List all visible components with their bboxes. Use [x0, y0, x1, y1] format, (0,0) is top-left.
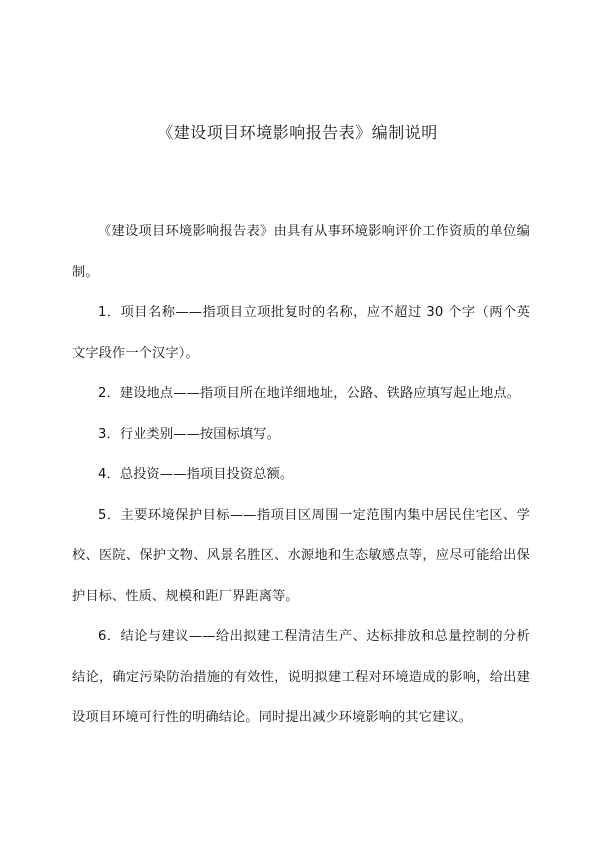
paragraph-item-2-location: 2．建设地点——指项目所在地详细地址，公路、铁路应填写起止地点。 [98, 386, 520, 401]
paragraph-item-5-protection-targets: 5．主要环境保护目标——指项目区周围一定范围内集中居民住宅区、学校、医院、保护文物、风景名胜区、水源地和生态敏感点等，应尽可能给出保护目标、性质、规模和距厂界距离等。 [72, 507, 530, 604]
document-body [72, 212, 530, 739]
paragraph-item-4-investment: 4．总投资——指项目投资总额。 [98, 467, 294, 482]
paragraph-item-1-project-name: 1．项目名称——指项目立项批复时的名称，应不超过 30 个字（两个英文字段作一个汉字）。 [72, 305, 530, 361]
paragraph-item-3-industry: 3．行业类别——按国标填写。 [98, 426, 280, 442]
document-title: 《建设项目环境影响报告表》编制说明 [157, 123, 438, 142]
paragraph-intro: 《建设项目环境影响报告表》由具有从事环境影响评价工作资质的单位编制。 [72, 224, 530, 280]
paragraph-item-6-conclusion: 6．结论与建议——给出拟建工程清洁生产、达标排放和总量控制的分析结论，确定污染防治措施的有效性，说明拟建工程对环境造成的影响，给出建设项目环境可行性的明确结论。同时提出减少环境影响的其它建议。 [72, 629, 530, 725]
